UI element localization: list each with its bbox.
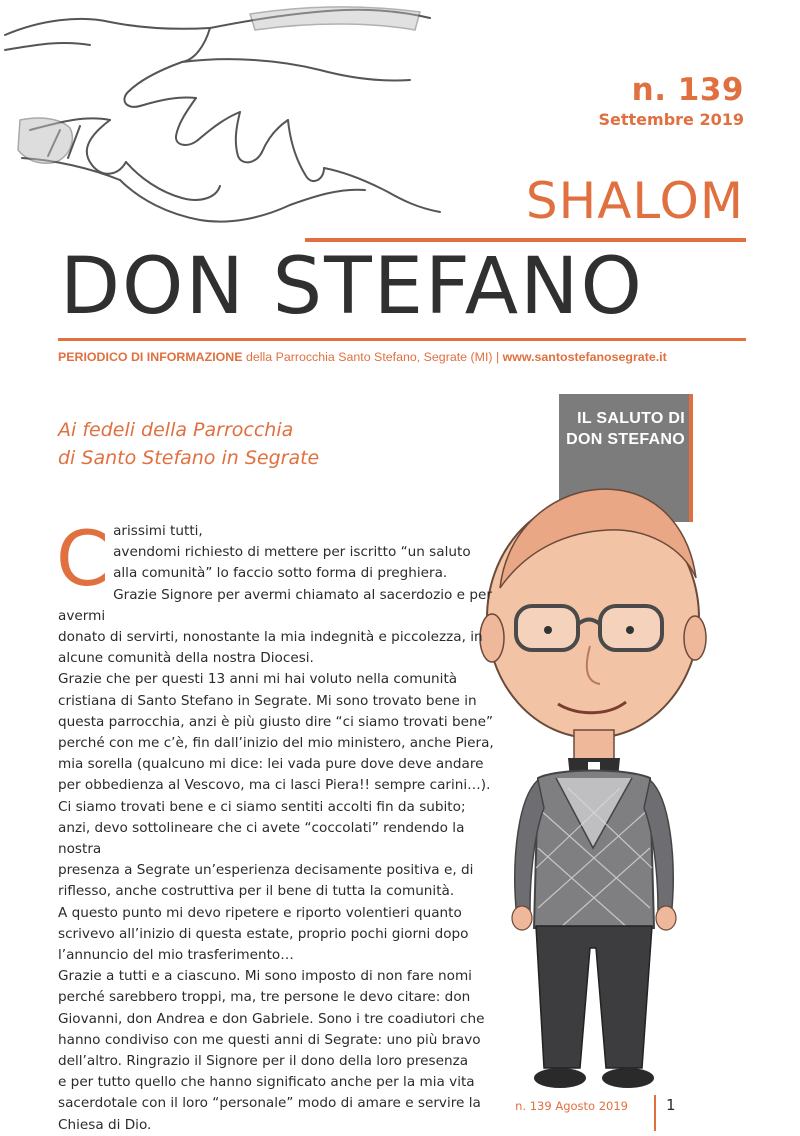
priest-caricature-illustration xyxy=(478,478,708,1110)
article-paragraph: Ci siamo trovati bene e ci siamo sentiti accolti fin da subito; anzi, devo sottolineare che ci avete “coccolati” rendendo la nostra presenza a Segrate un’esperienza decisamente positiva e, di riflesso, anche costruttiva per il bene di tutta la comunità. xyxy=(58,798,474,900)
issue-date: Settembre 2019 xyxy=(598,110,744,129)
page-number: 1 xyxy=(666,1096,676,1114)
article-body xyxy=(56,514,508,1136)
article-greeting xyxy=(58,416,378,472)
subline-rest: della Parrocchia Santo Stefano, Segrate (MI) | xyxy=(242,350,503,364)
masthead-rule-bottom xyxy=(58,338,746,341)
masthead-title: DON STEFANO xyxy=(60,242,644,332)
issue-number: n. 139 xyxy=(631,72,744,108)
section-label-line-2: DON STEFANO xyxy=(566,431,685,448)
footer-divider xyxy=(654,1095,656,1131)
section-label-line-1: IL SALUTO DI xyxy=(577,410,685,427)
greeting-line-1: Ai fedeli della Parrocchia xyxy=(58,419,294,441)
section-label xyxy=(559,408,685,450)
article-paragraph: Grazie a tutti e a ciascuno. Mi sono imposto di non fare nomi perché sarebbero troppi, ma, tre persone le devo citare: don Giovanni, don Andrea e don Gabriele. Sono i tre coadiutori che hanno condiviso con me questi anni di Segrate: uno più bravo dell’altro. Ringrazio il Signore per il dono della loro presenza e per tutto quello che hanno significato anche per la mia vita sacerdotale con il loro “personale” modo di amare e servire la Chiesa di Dio. xyxy=(58,968,485,1133)
footer-issue: n. 139 Agosto 2019 xyxy=(515,1099,628,1113)
article-paragraph: Grazie che per questi 13 anni mi hai voluto nella comunità cristiana di Santo Stefano in Segrate. Mi sono trovato bene in questa parrocchia, anzi è più giusto dire “ci siamo trovati bene” perché con me c’è, fin dall’inizio del mio ministero, anche Piera, mia sorella (qualcuno mi dice: lei vada pure dove deve andare per obbedienza al Vescovo, ma ci lasci Piera!! sempre carini…). xyxy=(58,671,494,794)
handshake-illustration xyxy=(0,0,470,230)
greeting-line-2: di Santo Stefano in Segrate xyxy=(58,447,320,469)
article-paragraph: A questo punto mi devo ripetere e riporto volentieri quanto scrivevo all’inizio di questa estate, proprio pochi giorni dopo l’annuncio del mio trasferimento… xyxy=(58,904,469,964)
website-link[interactable]: www.santostefanosegrate.it xyxy=(502,350,667,364)
article-opening: arissimi tutti, avendomi richiesto di mettere per iscritto “un saluto alla comunità” lo faccio sotto forma di preghiera. xyxy=(113,523,471,582)
masthead-kicker: SHALOM xyxy=(525,172,744,230)
subline-bold: PERIODICO DI INFORMAZIONE xyxy=(58,350,243,364)
article-paragraph: Grazie Signore per avermi chiamato al sacerdozio e per avermi donato di servirti, nonostante la mia indegnità e piccolezza, in alcune comunità della nostra Diocesi. xyxy=(58,586,492,667)
masthead-subline xyxy=(58,350,758,364)
drop-cap: C xyxy=(56,514,110,603)
